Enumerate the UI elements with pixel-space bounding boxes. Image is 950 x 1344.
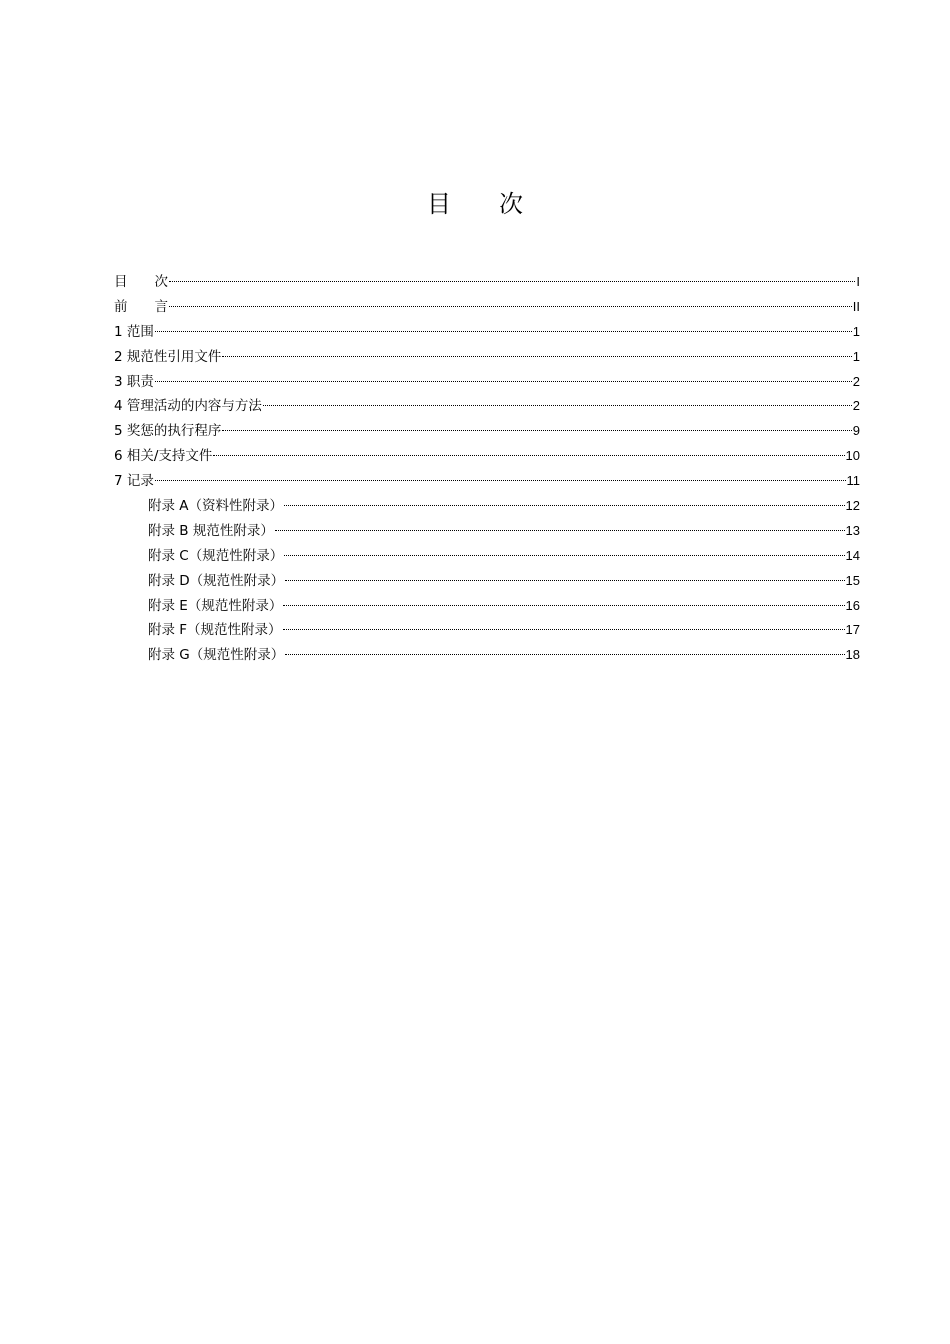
toc-entry-page: II [852,298,860,314]
toc-entry-label: 前 言 [114,298,168,315]
toc-dot-leader [284,504,845,506]
toc-entry[interactable] [114,345,860,370]
toc-entry-page: 13 [845,522,860,538]
toc-entry-label: 4 管理活动的内容与方法 [114,398,262,415]
toc-entry-label: 附录 D（规范性附录） [148,572,285,589]
toc-entry-appendix[interactable] [114,618,860,643]
toc-entry-label: 3 职责 [114,373,154,390]
toc-entry-page: 11 [846,473,860,489]
toc-entry-page: 15 [845,572,860,588]
toc-entry-appendix[interactable] [114,544,860,569]
toc-entry[interactable] [114,270,860,295]
toc-entry-label: 附录 G（规范性附录） [148,647,285,664]
toc-dot-leader [285,579,844,581]
toc-entry-label: 6 相关/支持文件 [114,448,213,465]
toc-dot-leader [263,404,852,406]
toc-entry-label: 7 记录 [114,473,154,490]
toc-dot-leader [155,330,852,332]
toc-entry-page: 10 [845,448,860,464]
toc-entry[interactable] [114,419,860,444]
toc-entry-page: 14 [845,547,860,563]
toc-entry-page: 2 [852,373,860,389]
toc-entry[interactable] [114,370,860,395]
toc-dot-leader [222,355,851,357]
toc-entry-page: 9 [852,423,860,439]
toc-entry-page: 2 [852,398,860,414]
toc-entry-label: 2 规范性引用文件 [114,348,222,365]
page-title: 目 次 [427,190,523,218]
toc-entry-appendix[interactable] [114,494,860,519]
toc-dot-leader [213,454,844,456]
toc-entry-page: 18 [845,647,860,663]
toc-entry[interactable] [114,394,860,419]
toc-entry-label: 目 次 [114,274,168,290]
toc-dot-leader [155,479,846,481]
toc-entry-label: 附录 F（规范性附录） [148,622,282,639]
toc-entry-appendix[interactable] [114,594,860,619]
toc-dot-leader [275,529,845,531]
toc-entry-page: 1 [852,348,860,364]
toc-entry-page: I [856,274,860,289]
toc-entry[interactable] [114,320,860,345]
toc-entry-appendix[interactable] [114,569,860,594]
toc-entry-page: 16 [845,597,860,613]
toc-entry-label: 附录 B 规范性附录） [148,522,274,539]
toc-entry-label: 附录 E（规范性附录） [148,597,283,614]
toc-entry-appendix[interactable] [114,643,860,668]
toc-entry-label: 1 范围 [114,323,154,340]
toc-entry[interactable] [114,295,860,320]
toc-dot-leader [283,604,844,606]
toc-dot-leader [283,628,845,630]
toc-entry-page: 12 [845,498,860,514]
toc-dot-leader [169,305,852,307]
toc-entry-label: 附录 A（资料性附录） [148,498,284,515]
toc-entry-page: 17 [845,622,860,638]
toc-dot-leader [155,380,852,382]
toc-entry[interactable] [114,469,860,494]
toc-dot-leader [222,429,851,431]
toc-entry[interactable] [114,444,860,469]
table-of-contents [114,270,860,668]
toc-entry-label: 附录 C（规范性附录） [148,547,284,564]
toc-dot-leader [284,554,844,556]
toc-entry-appendix[interactable] [114,519,860,544]
toc-entry-label: 5 奖惩的执行程序 [114,423,222,440]
toc-dot-leader [169,280,855,282]
toc-entry-page: 1 [852,323,860,339]
toc-dot-leader [285,653,844,655]
